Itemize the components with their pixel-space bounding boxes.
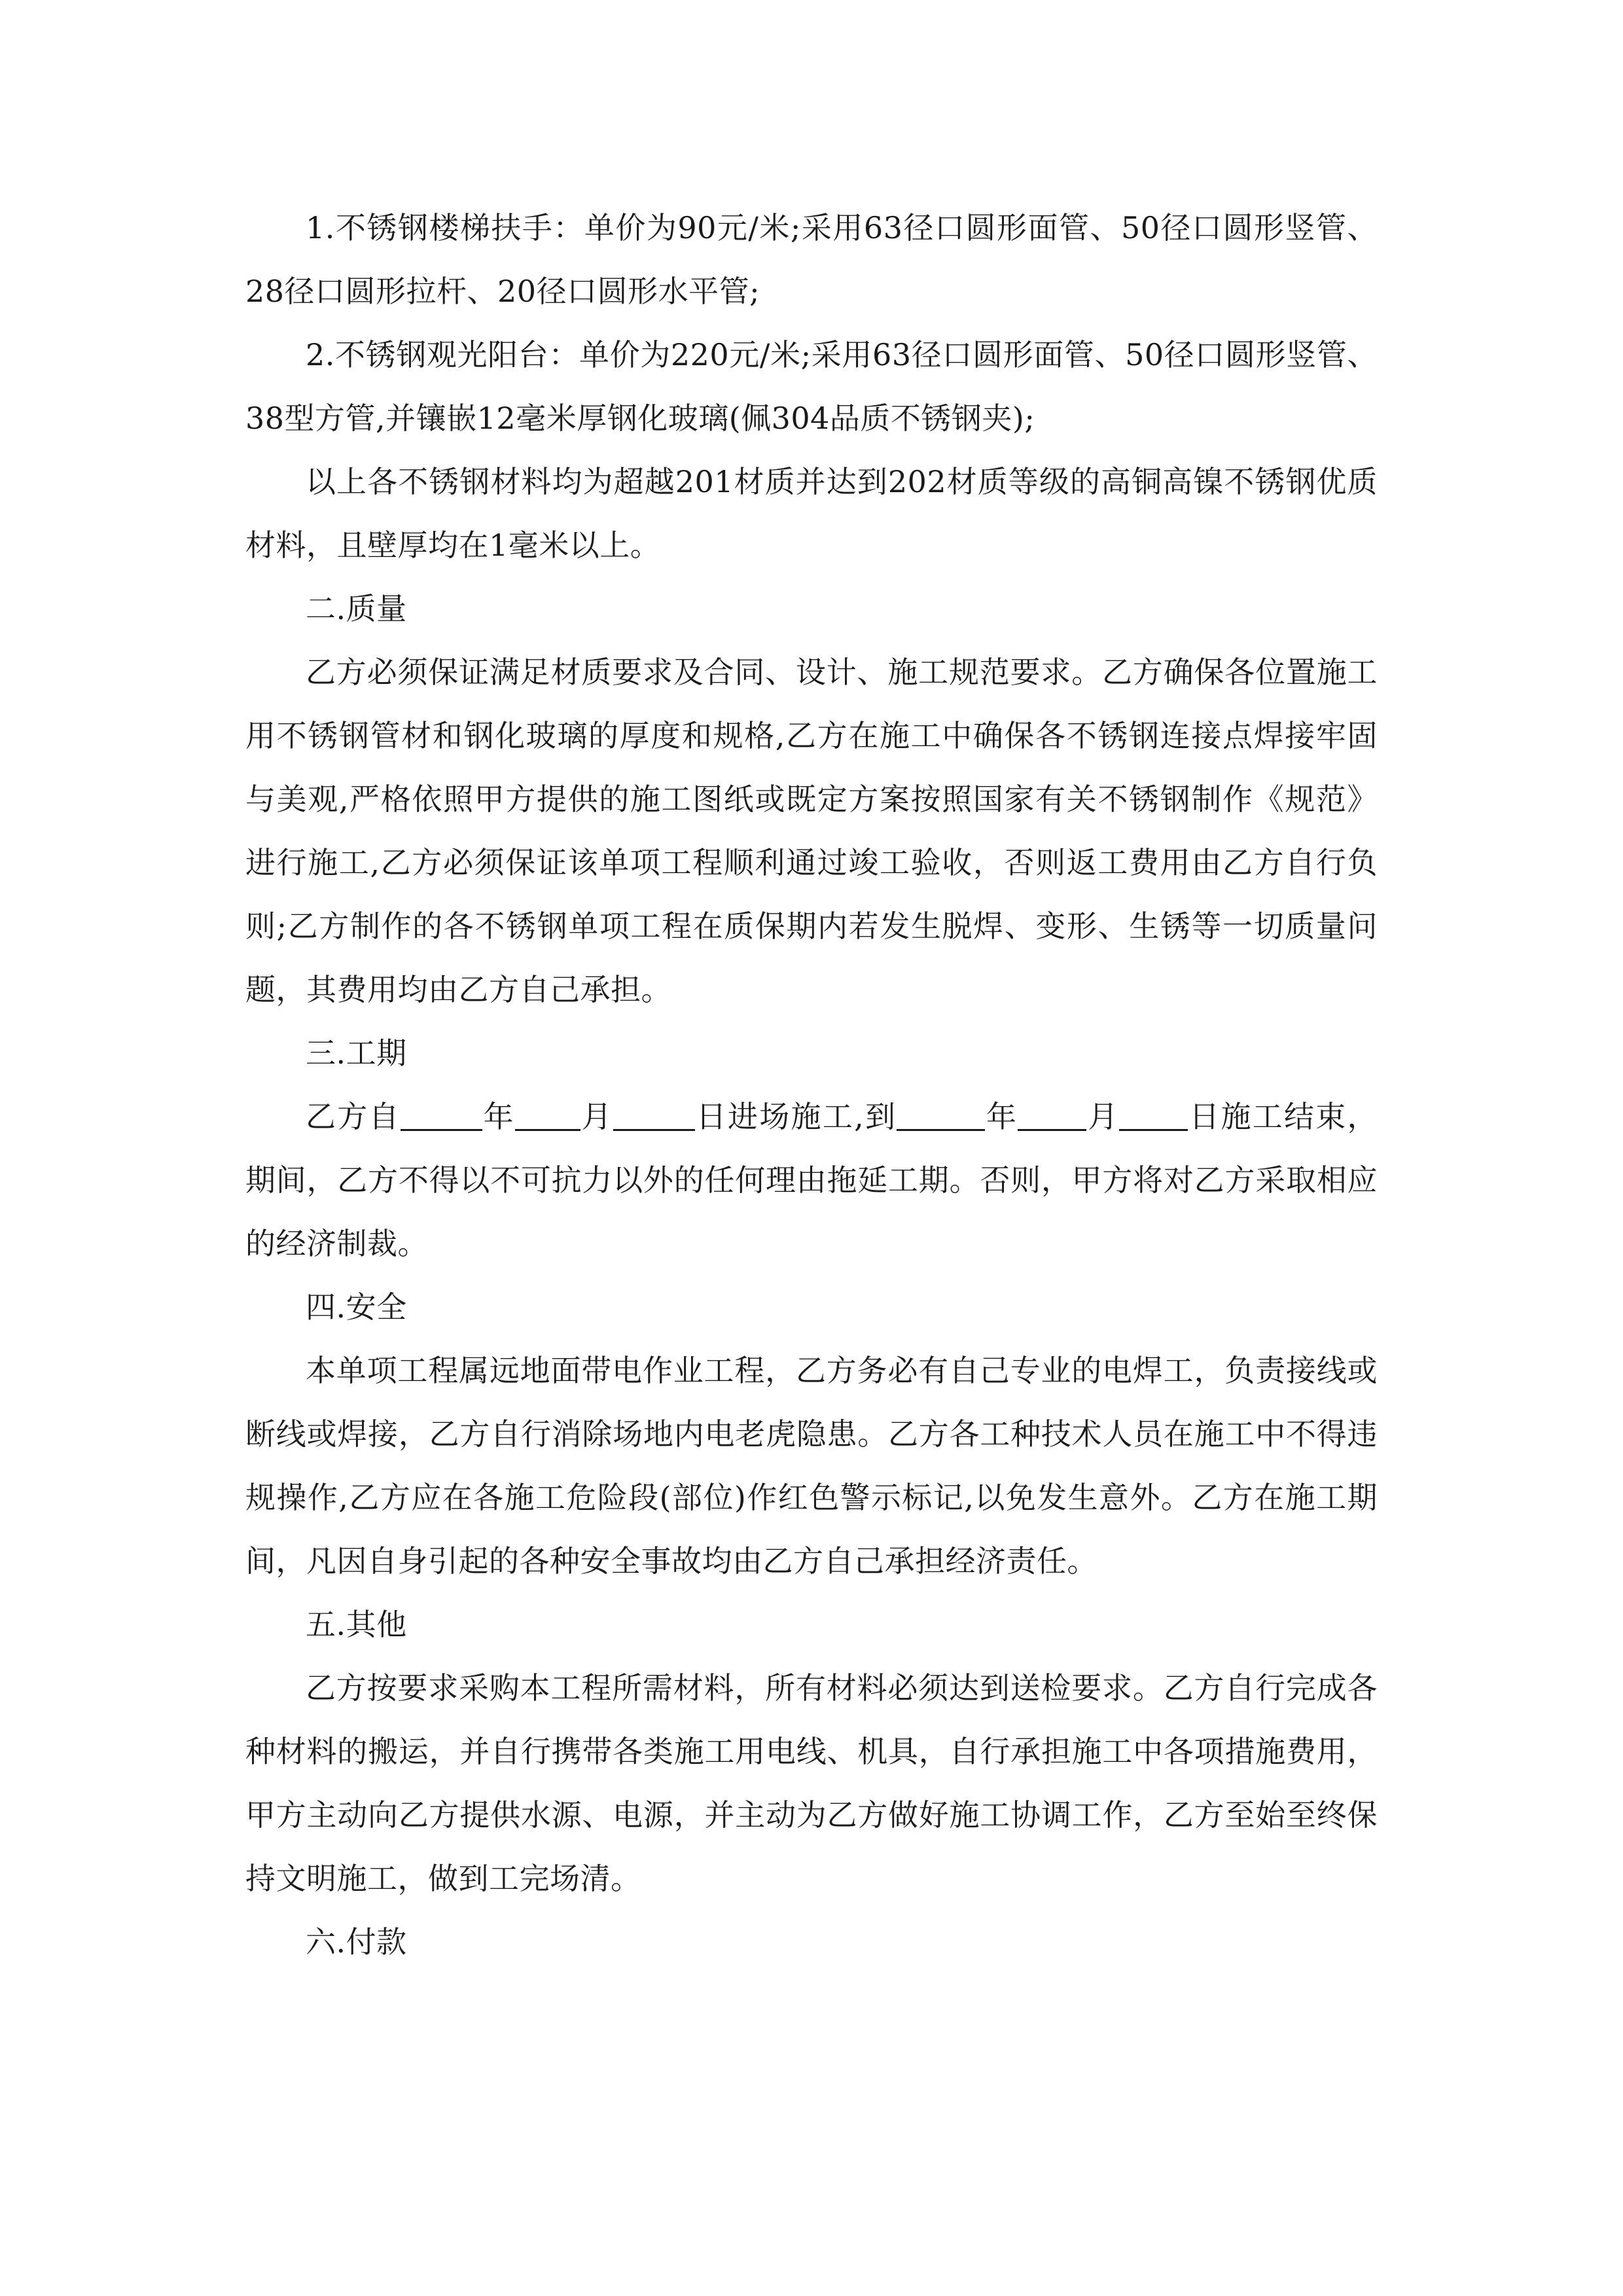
section-heading-safety: 四.安全 [306, 1289, 407, 1325]
blank-start-day [613, 1099, 695, 1131]
section-body-schedule [245, 1085, 1378, 1276]
schedule-text-month2: 月 [1086, 1099, 1120, 1134]
blank-end-year [897, 1099, 985, 1131]
section-heading-schedule: 三.工期 [306, 1035, 407, 1071]
section-heading-quality: 二.质量 [306, 591, 407, 626]
item-stair-handrail: 1.不锈钢楼梯扶手：单价为90元/米;采用63径口圆形面管、50径口圆形竖管、28径口圆形拉杆、20径口圆形水平管; [245, 210, 1378, 309]
blank-start-month [515, 1099, 580, 1131]
section-heading-payment: 六.付款 [306, 1924, 407, 1960]
blank-end-month [1018, 1099, 1086, 1131]
materials-note: 以上各不锈钢材料均为超越201材质并达到202材质等级的高铜高镍不锈钢优质材料，且壁厚均在1毫米以上。 [245, 464, 1378, 563]
schedule-text-year2: 年 [985, 1099, 1018, 1134]
schedule-text-start: 乙方自 [306, 1099, 401, 1134]
item-viewing-balcony: 2.不锈钢观光阳台：单价为220元/米;采用63径口圆形面管、50径口圆形竖管、38型方管,并镶嵌12毫米厚钢化玻璃(佩304品质不锈钢夹); [245, 337, 1378, 436]
schedule-text-tail: 日施工结束，期间，乙方不得以不可抗力以外的任何理由拖延工期。否则，甲方将对乙方采取相应的经济制裁。 [245, 1099, 1378, 1261]
schedule-text-month: 月 [580, 1099, 613, 1134]
section-body-quality: 乙方必须保证满足材质要求及合同、设计、施工规范要求。乙方确保各位置施工用不锈钢管材和钢化玻璃的厚度和规格,乙方在施工中确保各不锈钢连接点焊接牢固与美观,严格依照甲方提供的施工图纸或既定方案按照国家有关不锈钢制作《规范》进行施工,乙方必须保证该单项工程顺利通过竣工验收，否则返工费用由乙方自行负则;乙方制作的各不锈钢单项工程在质保期内若发生脱焊、变形、生锈等一切质量问题，其费用均由乙方自己承担。 [245, 655, 1378, 1007]
section-heading-other: 五.其他 [306, 1607, 407, 1642]
blank-end-day [1119, 1099, 1188, 1131]
section-body-safety: 本单项工程属远地面带电作业工程，乙方务必有自己专业的电焊工，负责接线或断线或焊接，乙方自行消除场地内电老虎隐患。乙方各工种技术人员在施工中不得违规操作,乙方应在各施工危险段(部位)作红色警示标记,以免发生意外。乙方在施工期间，凡因自身引起的各种安全事故均由乙方自己承担经济责任。 [245, 1353, 1378, 1579]
blank-start-year [401, 1099, 482, 1131]
schedule-text-year: 年 [482, 1099, 515, 1134]
section-body-other: 乙方按要求采购本工程所需材料，所有材料必须达到送检要求。乙方自行完成各种材料的搬运，并自行携带各类施工用电线、机具，自行承担施工中各项措施费用，甲方主动向乙方提供水源、电源，并主动为乙方做好施工协调工作，乙方至始至终保持文明施工，做到工完场清。 [245, 1670, 1378, 1896]
document-body [245, 196, 1378, 1974]
schedule-text-day-start: 日进场施工,到 [694, 1099, 897, 1134]
